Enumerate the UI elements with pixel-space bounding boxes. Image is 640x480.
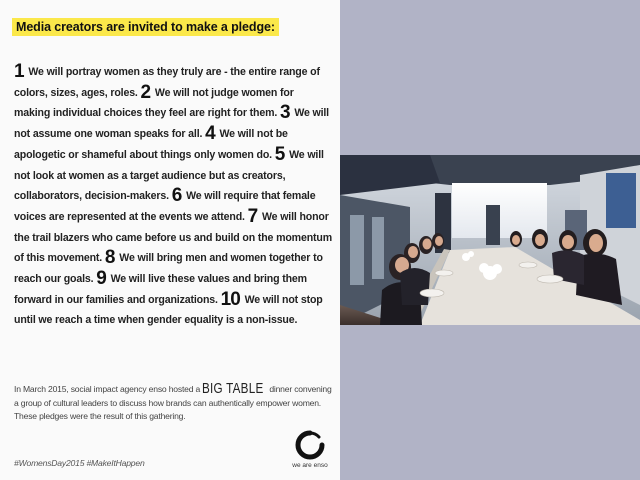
dinner-table-illustration (340, 155, 640, 325)
pledge-text: We will not assume one woman speaks for all. (14, 107, 329, 141)
pledge-headline: Media creators are invited to make a pledge: (12, 18, 279, 36)
pledge-text: We will honor the trail blazers who came before us and build on the momentum of this movement. (14, 210, 332, 265)
pledge-text: We will live these values and bring them forward in our families and organizations. (14, 273, 307, 306)
pledge-text: We will not judge women for making individual choices they feel are right for them. (14, 86, 294, 120)
pledge-text: We will portray women as they truly are - the entire range of colors, sizes, ages, roles. (14, 66, 320, 99)
pledge-number: 4 (205, 123, 215, 145)
enso-circle-icon (295, 430, 325, 460)
pledge-number: 8 (104, 247, 115, 269)
pledge-number: 3 (279, 102, 290, 124)
pledge-number: 1 (14, 61, 24, 82)
big-table-wordmark: BIG TABLE (202, 380, 264, 397)
pledge-text: We will not be apologetic or shameful about things only women do. (14, 128, 288, 161)
pledge-number: 2 (140, 81, 151, 103)
pledge-number: 7 (247, 205, 258, 227)
enso-logo (288, 430, 332, 469)
pledge-text: We will bring men and women together to reach our goals. (14, 252, 323, 286)
pledge-number: 10 (220, 288, 240, 310)
note-body: dinner convening a group of cultural leaders to discuss how brands can authentically empower women. These pledges were the result of this gathering. (14, 384, 332, 421)
pledge-text: We will require that female voices are represented at the events we attend. (14, 190, 316, 223)
pledge-text: We will not look at women as a target audience but as creators, collaborators, decision-makers. (14, 148, 324, 203)
logo-caption: we are enso (292, 462, 328, 469)
dinner-photo (340, 155, 640, 325)
note-intro: In March 2015, social impact agency enso hosted a (14, 384, 201, 394)
pledge-text: We will not stop until we reach a time when gender equality is a non-issue. (14, 293, 323, 327)
pledge-number: 5 (274, 143, 285, 165)
pledge-list (14, 62, 332, 331)
pledge-number: 6 (171, 185, 182, 207)
pledge-number: 9 (96, 268, 106, 290)
event-note (14, 382, 334, 424)
hashtags: #WomensDay2015 #MakeItHappen (14, 458, 145, 468)
